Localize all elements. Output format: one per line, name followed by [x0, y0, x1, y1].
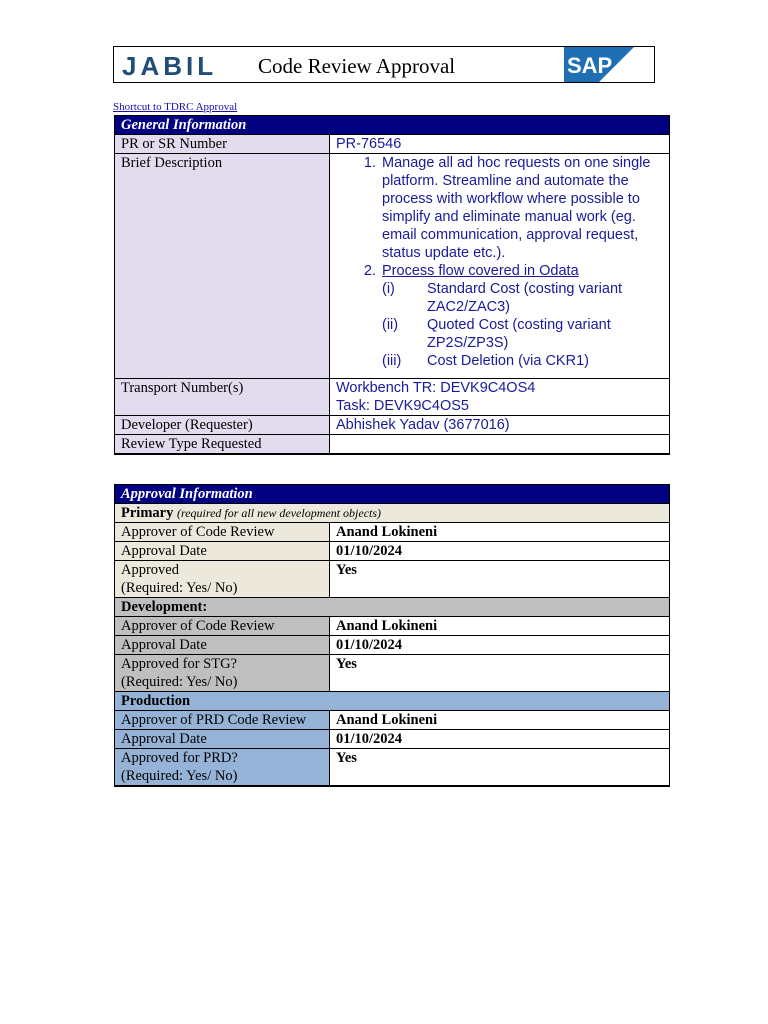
shortcut-link[interactable]: Shortcut to TDRC Approval [113, 101, 238, 113]
pr-label: PR or SR Number [115, 135, 330, 154]
table-row [115, 730, 670, 749]
dev-approved-label: Approved for STG? (Required: Yes/ No) [115, 655, 330, 692]
table-row [115, 711, 670, 730]
prod-approver-value: Anand Lokineni [330, 711, 670, 730]
primary-approved-label: Approved (Required: Yes/ No) [115, 561, 330, 598]
pr-value: PR-76546 [330, 135, 670, 154]
table-row [115, 542, 670, 561]
primary-approved-value: Yes [330, 561, 670, 598]
description-list [336, 154, 663, 370]
table-row [115, 749, 670, 787]
process-flow-list [382, 280, 663, 370]
prod-approved-value: Yes [330, 749, 670, 787]
dev-approver-value: Anand Lokineni [330, 617, 670, 636]
primary-date-label: Approval Date [115, 542, 330, 561]
table-row [115, 154, 670, 379]
developer-label: Developer (Requester) [115, 416, 330, 435]
primary-header [115, 504, 670, 523]
primary-approver-label: Approver of Code Review [115, 523, 330, 542]
prod-date-value: 01/10/2024 [330, 730, 670, 749]
jabil-logo: JABIL [122, 51, 218, 81]
development-title: Development: [115, 598, 670, 617]
list-item: (iii) Cost Deletion (via CKR1) [382, 353, 589, 369]
description-value [330, 154, 670, 379]
transport-label: Transport Number(s) [115, 379, 330, 416]
list-item: (ii) Quoted Cost (costing variant ZP2S/ZP3S) [382, 317, 611, 351]
primary-note: (required for all new development objects) [176, 506, 382, 520]
production-header [115, 692, 670, 711]
table-row [115, 135, 670, 154]
prod-date-label: Approval Date [115, 730, 330, 749]
section-header [115, 116, 670, 135]
sap-logo-icon [564, 47, 634, 82]
transport-workbench: Workbench TR: DEVK9C4OS4 [336, 380, 536, 396]
general-info-table [114, 115, 670, 455]
page-title: Code Review Approval [258, 54, 456, 78]
primary-title: Primary [121, 505, 174, 521]
prod-approver-label: Approver of PRD Code Review [115, 711, 330, 730]
review-type-value[interactable] [330, 435, 670, 455]
list-item: 1. Manage all ad hoc requests on one single platform. Streamline and automate the process with workflow where possible to simplify and eliminate manual work (eg. email communication, approval request, status update etc.). [380, 154, 663, 262]
section-header [115, 485, 670, 504]
transport-value [330, 379, 670, 416]
list-item: (i) Standard Cost (costing variant ZAC2/ZAC3) [382, 281, 623, 315]
dev-date-label: Approval Date [115, 636, 330, 655]
table-row [115, 655, 670, 692]
dev-date-value: 01/10/2024 [330, 636, 670, 655]
table-row [115, 636, 670, 655]
approval-section-title: Approval Information [115, 485, 670, 504]
review-type-label: Review Type Requested [115, 435, 330, 455]
list-item [380, 262, 663, 370]
table-row [115, 617, 670, 636]
general-section-title: General Information [115, 116, 670, 135]
primary-date-value: 01/10/2024 [330, 542, 670, 561]
approval-info-table [114, 484, 670, 787]
table-row [115, 561, 670, 598]
prod-approved-label: Approved for PRD? (Required: Yes/ No) [115, 749, 330, 787]
table-row [115, 523, 670, 542]
development-header [115, 598, 670, 617]
svg-text:SAP: SAP [567, 53, 613, 78]
dev-approver-label: Approver of Code Review [115, 617, 330, 636]
description-label: Brief Description [115, 154, 330, 379]
process-flow-heading: Process flow covered in Odata [382, 263, 579, 279]
table-row [115, 435, 670, 455]
dev-approved-value: Yes [330, 655, 670, 692]
developer-value: Abhishek Yadav (3677016) [330, 416, 670, 435]
table-row [115, 416, 670, 435]
document-header [113, 46, 655, 83]
production-title: Production [115, 692, 670, 711]
primary-approver-value: Anand Lokineni [330, 523, 670, 542]
transport-task: Task: DEVK9C4OS5 [336, 398, 469, 414]
table-row [115, 379, 670, 416]
